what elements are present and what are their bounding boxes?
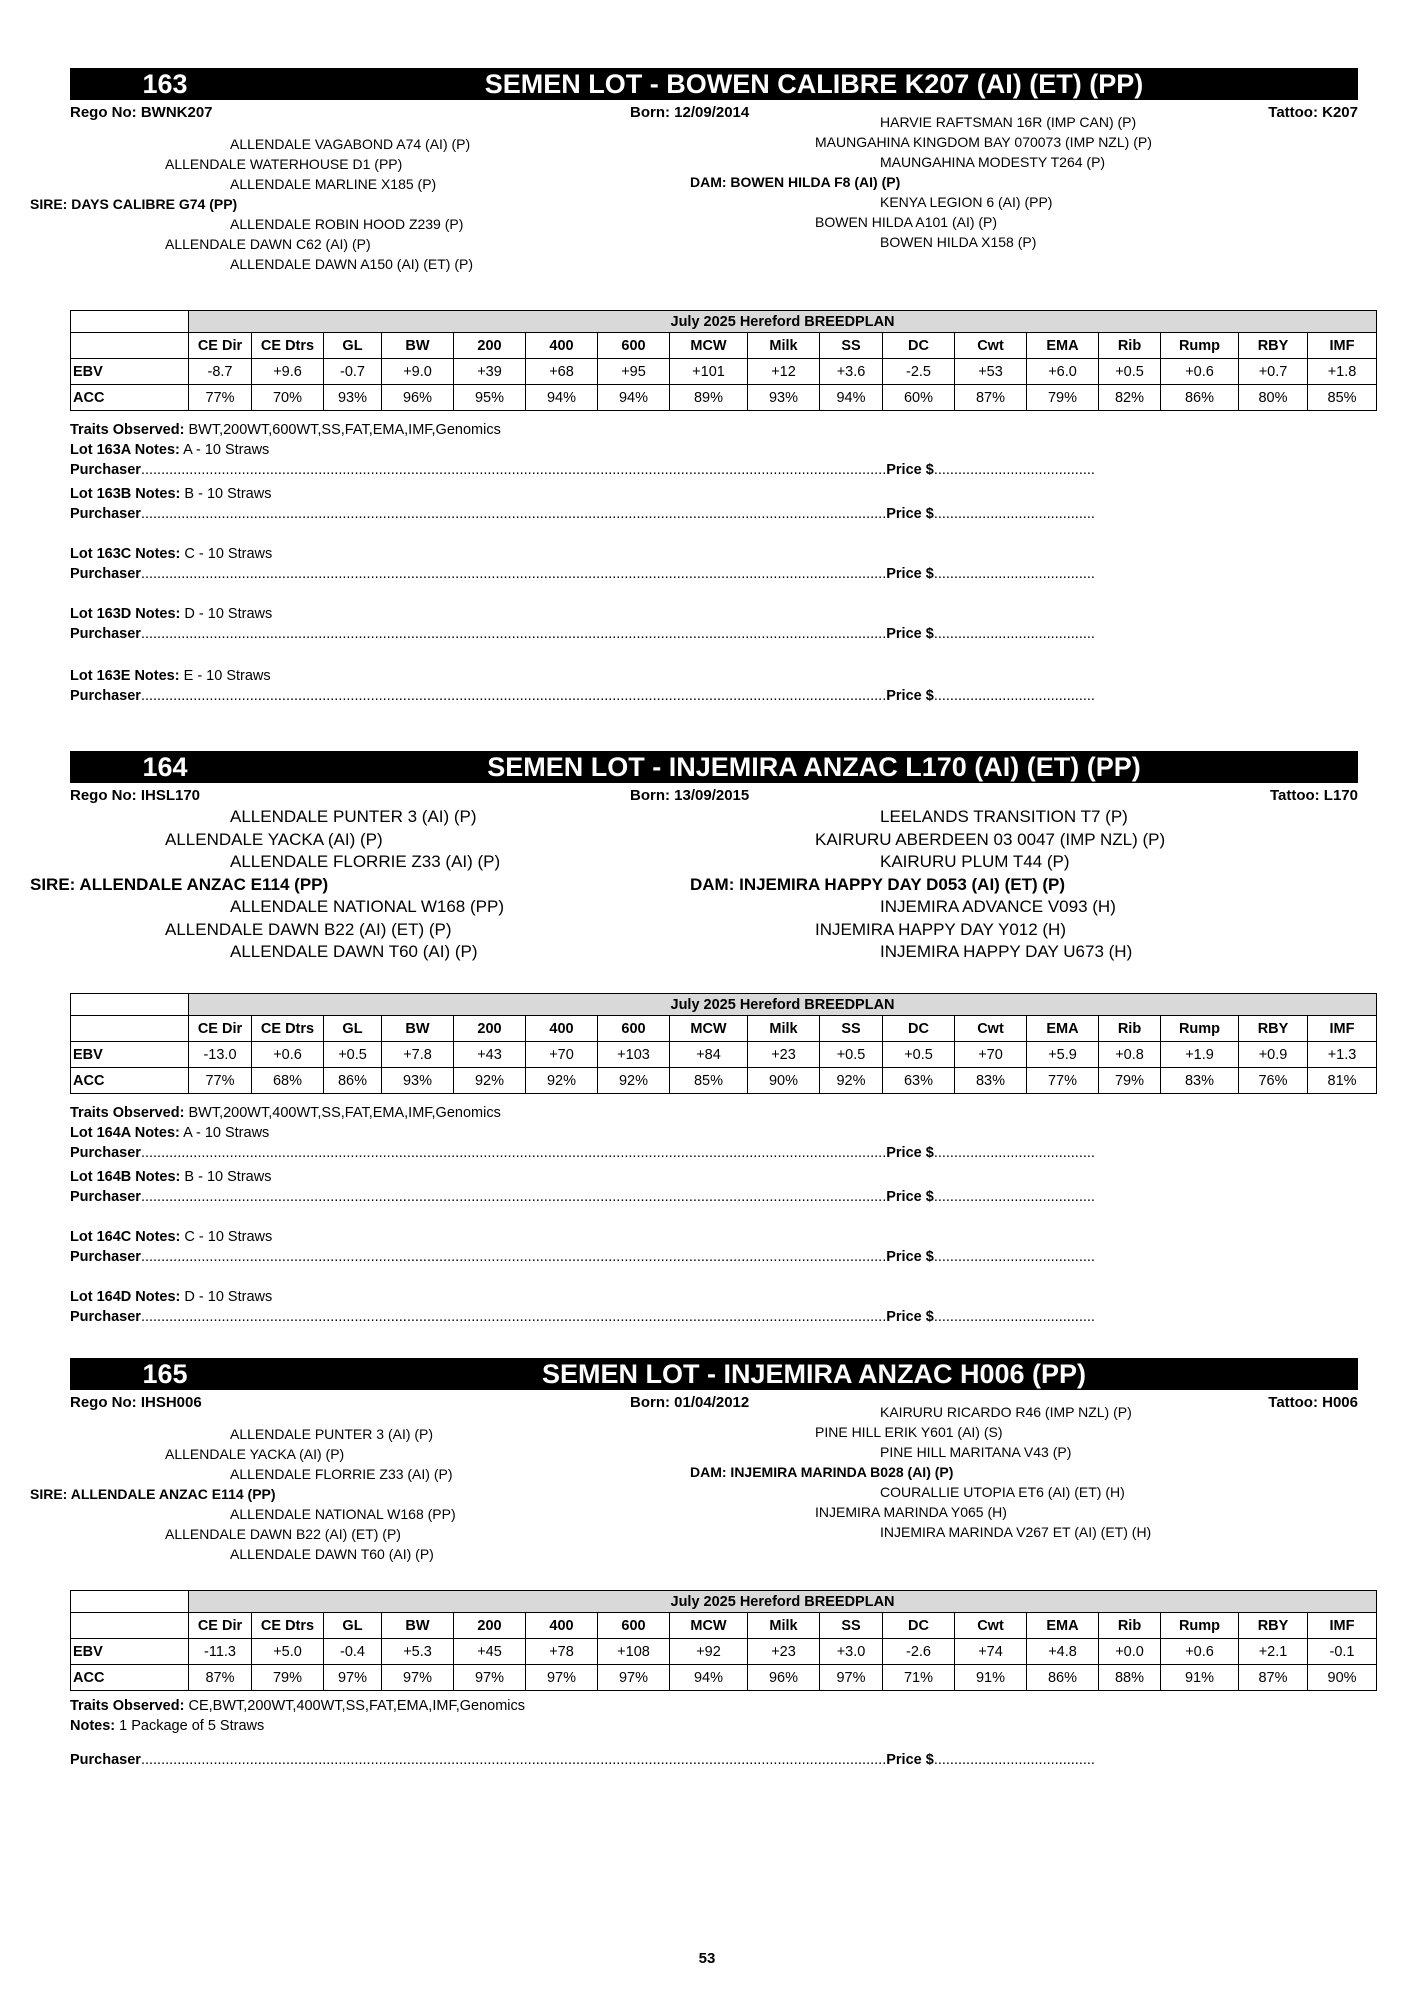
acc-value: 93%	[324, 385, 382, 411]
dam-ancestor: MAUNGAHINA KINGDOM BAY 070073 (IMP NZL) (P)	[815, 134, 1152, 150]
trait-header: SS	[820, 1613, 883, 1639]
purchaser-line[interactable]: Purchaser.........................................................................................................................................................................................Price $........................................	[70, 626, 1095, 642]
trait-header: Rib	[1099, 1016, 1161, 1042]
dam-ancestor: MAUNGAHINA MODESTY T264 (P)	[880, 154, 1106, 170]
acc-value: 86%	[1027, 1665, 1099, 1691]
dam-ancestor: INJEMIRA MARINDA V267 ET (AI) (ET) (H)	[880, 1524, 1152, 1540]
breedplan-table	[70, 310, 1377, 411]
ebv-label: EBV	[71, 1042, 189, 1068]
acc-value: 68%	[252, 1068, 324, 1094]
acc-value: 85%	[1308, 385, 1377, 411]
ebv-value: +0.6	[252, 1042, 324, 1068]
ebv-value: +12	[748, 359, 820, 385]
sire-ancestor: ALLENDALE MARLINE X185 (P)	[230, 176, 437, 192]
dam-ancestor: INJEMIRA ADVANCE V093 (H)	[880, 897, 1116, 916]
trait-header	[71, 333, 189, 359]
acc-value: 94%	[670, 1665, 748, 1691]
ebv-value: +68	[526, 359, 598, 385]
dam-name: DAM: INJEMIRA HAPPY DAY D053 (AI) (ET) (P)	[690, 874, 1065, 894]
pedigree	[30, 1404, 1358, 1580]
sire-ancestor: ALLENDALE NATIONAL W168 (PP)	[230, 1506, 456, 1522]
acc-value: 87%	[955, 385, 1027, 411]
ebv-value: -2.6	[883, 1639, 955, 1665]
ebv-value: -0.4	[324, 1639, 382, 1665]
ebv-value: +0.6	[1161, 359, 1239, 385]
acc-value: 94%	[526, 385, 598, 411]
dam-ancestor: KAIRURU PLUM T44 (P)	[880, 852, 1070, 871]
trait-header: Rump	[1161, 333, 1239, 359]
lot-number: 163	[142, 69, 188, 99]
ebv-value: +0.5	[324, 1042, 382, 1068]
trait-header: SS	[820, 1016, 883, 1042]
trait-header: EMA	[1027, 333, 1099, 359]
acc-value: 79%	[1099, 1068, 1161, 1094]
acc-value: 96%	[748, 1665, 820, 1691]
lot-header	[70, 68, 1358, 100]
dam-ancestor: COURALLIE UTOPIA ET6 (AI) (ET) (H)	[880, 1484, 1125, 1500]
acc-value: 63%	[883, 1068, 955, 1094]
acc-value: 77%	[189, 1068, 252, 1094]
acc-value: 97%	[820, 1665, 883, 1691]
purchaser-line[interactable]: Purchaser.........................................................................................................................................................................................Price $........................................	[70, 462, 1095, 478]
sire-ancestor: ALLENDALE ROBIN HOOD Z239 (P)	[230, 216, 464, 232]
ebv-label: EBV	[71, 1639, 189, 1665]
ebv-value: +5.9	[1027, 1042, 1099, 1068]
trait-header: MCW	[670, 1016, 748, 1042]
trait-header: Milk	[748, 333, 820, 359]
trait-header: MCW	[670, 333, 748, 359]
acc-value: 97%	[324, 1665, 382, 1691]
acc-label: ACC	[71, 1665, 189, 1691]
lot-163	[30, 68, 1358, 704]
trait-header: DC	[883, 1016, 955, 1042]
dam-ancestor: INJEMIRA HAPPY DAY Y012 (H)	[815, 919, 1066, 939]
acc-value: 77%	[189, 385, 252, 411]
trait-header: 200	[454, 333, 526, 359]
lot-title: SEMEN LOT - BOWEN CALIBRE K207 (AI) (ET) (PP)	[484, 69, 1144, 99]
traits-observed: Traits Observed: BWT,200WT,600WT,SS,FAT,EMA,IMF,Genomics	[70, 422, 501, 438]
trait-header: CE Dtrs	[252, 333, 324, 359]
ebv-value: +3.0	[820, 1639, 883, 1665]
traits-observed: Traits Observed: BWT,200WT,400WT,SS,FAT,EMA,IMF,Genomics	[70, 1105, 501, 1121]
breedplan-table	[70, 993, 1377, 1094]
ebv-value: -0.7	[324, 359, 382, 385]
trait-header: IMF	[1308, 1613, 1377, 1639]
ebv-value: +2.1	[1239, 1639, 1308, 1665]
lot-number: 165	[142, 1359, 188, 1389]
acc-value: 83%	[955, 1068, 1027, 1094]
dam-ancestor: HARVIE RAFTSMAN 16R (IMP CAN) (P)	[880, 114, 1137, 130]
rego-number: Rego No: IHSL170	[70, 787, 201, 804]
dam-ancestor: BOWEN HILDA A101 (AI) (P)	[815, 214, 998, 230]
dam-ancestor: INJEMIRA MARINDA Y065 (H)	[815, 1504, 1007, 1520]
dam-ancestor: PINE HILL MARITANA V43 (P)	[880, 1444, 1072, 1460]
ebv-value: +39	[454, 359, 526, 385]
ebv-value: +23	[748, 1639, 820, 1665]
sire-ancestor: ALLENDALE PUNTER 3 (AI) (P)	[230, 807, 477, 826]
tattoo: Tattoo: H006	[1268, 1394, 1358, 1411]
acc-value: 90%	[748, 1068, 820, 1094]
acc-value: 70%	[252, 385, 324, 411]
trait-header: IMF	[1308, 333, 1377, 359]
acc-value: 82%	[1099, 385, 1161, 411]
dam-ancestor: LEELANDS TRANSITION T7 (P)	[880, 807, 1128, 826]
acc-value: 87%	[189, 1665, 252, 1691]
ebv-value: +92	[670, 1639, 748, 1665]
trait-header: Rib	[1099, 1613, 1161, 1639]
lot-title: SEMEN LOT - INJEMIRA ANZAC H006 (PP)	[541, 1359, 1087, 1389]
lot-165	[30, 1358, 1358, 1768]
trait-header: GL	[324, 333, 382, 359]
trait-header: EMA	[1027, 1016, 1099, 1042]
born-date: Born: 01/04/2012	[630, 1394, 750, 1411]
rego-row	[70, 1390, 1358, 1412]
trait-header: RBY	[1239, 1016, 1308, 1042]
ebv-value: +0.5	[1099, 359, 1161, 385]
sublot-notes: Lot 164C Notes: C - 10 Straws	[70, 1229, 273, 1245]
sublot-notes: Lot 164B Notes: B - 10 Straws	[70, 1169, 272, 1185]
trait-header: Milk	[748, 1016, 820, 1042]
purchaser-line[interactable]: Purchaser.........................................................................................................................................................................................Price $........................................	[70, 688, 1095, 704]
trait-header: CE Dir	[189, 333, 252, 359]
acc-value: 93%	[748, 385, 820, 411]
acc-value: 71%	[883, 1665, 955, 1691]
lot-header	[70, 1358, 1358, 1390]
ebv-value: +78	[526, 1639, 598, 1665]
sire-name: SIRE: ALLENDALE ANZAC E114 (PP)	[30, 874, 329, 894]
trait-header: SS	[820, 333, 883, 359]
trait-header: 600	[598, 1016, 670, 1042]
trait-header: DC	[883, 1613, 955, 1639]
sire-ancestor: ALLENDALE FLORRIE Z33 (AI) (P)	[230, 1466, 453, 1482]
trait-header: CE Dir	[189, 1016, 252, 1042]
table-caption: July 2025 Hereford BREEDPLAN	[189, 1591, 1377, 1613]
acc-value: 91%	[955, 1665, 1027, 1691]
dam-ancestor: KAIRURU RICARDO R46 (IMP NZL) (P)	[880, 1404, 1132, 1420]
sire-ancestor: ALLENDALE DAWN T60 (AI) (P)	[230, 1546, 434, 1562]
sublot-notes: Lot 163B Notes: B - 10 Straws	[70, 486, 272, 502]
ebv-value: +0.0	[1099, 1639, 1161, 1665]
acc-value: 60%	[883, 385, 955, 411]
ebv-value: +1.9	[1161, 1042, 1239, 1068]
ebv-value: +5.3	[382, 1639, 454, 1665]
sire-name: SIRE: DAYS CALIBRE G74 (PP)	[30, 196, 238, 212]
acc-value: 89%	[670, 385, 748, 411]
sire-ancestor: ALLENDALE YACKA (AI) (P)	[165, 829, 383, 849]
purchaser-line[interactable]: Purchaser.........................................................................................................................................................................................Price $........................................	[70, 1309, 1095, 1325]
trait-header: RBY	[1239, 333, 1308, 359]
ebv-value: +6.0	[1027, 359, 1099, 385]
trait-header: GL	[324, 1613, 382, 1639]
ebv-value: -8.7	[189, 359, 252, 385]
trait-header: Rib	[1099, 333, 1161, 359]
ebv-value: +101	[670, 359, 748, 385]
sire-ancestor: ALLENDALE NATIONAL W168 (PP)	[230, 897, 504, 916]
ebv-value: -11.3	[189, 1639, 252, 1665]
sublot-notes: Lot 163D Notes: D - 10 Straws	[70, 606, 273, 622]
acc-label: ACC	[71, 385, 189, 411]
ebv-value: +108	[598, 1639, 670, 1665]
pedigree	[30, 805, 1358, 973]
ebv-value: +103	[598, 1042, 670, 1068]
trait-header: BW	[382, 1016, 454, 1042]
ebv-value: +70	[955, 1042, 1027, 1068]
trait-header: BW	[382, 333, 454, 359]
sublot-notes: Lot 164A Notes: A - 10 Straws	[70, 1125, 270, 1141]
dam-name: DAM: INJEMIRA MARINDA B028 (AI) (P)	[690, 1464, 954, 1480]
trait-header: Cwt	[955, 333, 1027, 359]
purchaser-line[interactable]: Purchaser.........................................................................................................................................................................................Price $........................................	[70, 1752, 1095, 1768]
ebv-value: +4.8	[1027, 1639, 1099, 1665]
acc-value: 79%	[1027, 385, 1099, 411]
ebv-value: +3.6	[820, 359, 883, 385]
ebv-value: +0.5	[820, 1042, 883, 1068]
acc-value: 97%	[598, 1665, 670, 1691]
page-number: 53	[698, 1950, 716, 1967]
tattoo: Tattoo: L170	[1269, 787, 1358, 804]
sublot-notes: Lot 164D Notes: D - 10 Straws	[70, 1289, 273, 1305]
ebv-value: -0.1	[1308, 1639, 1377, 1665]
acc-value: 86%	[324, 1068, 382, 1094]
purchaser-line[interactable]: Purchaser.........................................................................................................................................................................................Price $........................................	[70, 506, 1095, 522]
trait-header: 600	[598, 1613, 670, 1639]
trait-header: DC	[883, 333, 955, 359]
sire-ancestor: ALLENDALE FLORRIE Z33 (AI) (P)	[230, 852, 501, 871]
ebv-value: +95	[598, 359, 670, 385]
ebv-value: +23	[748, 1042, 820, 1068]
ebv-value: +43	[454, 1042, 526, 1068]
purchaser-line[interactable]: Purchaser.........................................................................................................................................................................................Price $........................................	[70, 566, 1095, 582]
acc-value: 95%	[454, 385, 526, 411]
ebv-value: +0.5	[883, 1042, 955, 1068]
acc-value: 76%	[1239, 1068, 1308, 1094]
lot-title: SEMEN LOT - INJEMIRA ANZAC L170 (AI) (ET) (PP)	[487, 752, 1141, 782]
lot-header	[70, 751, 1358, 783]
ebv-value: +1.8	[1308, 359, 1377, 385]
ebv-value: +0.7	[1239, 359, 1308, 385]
acc-value: 94%	[820, 385, 883, 411]
trait-header: 400	[526, 1613, 598, 1639]
acc-value: 86%	[1161, 385, 1239, 411]
dam-ancestor: KAIRURU ABERDEEN 03 0047 (IMP NZL) (P)	[815, 829, 1166, 849]
purchaser-line[interactable]: Purchaser.........................................................................................................................................................................................Price $........................................	[70, 1189, 1095, 1205]
trait-header: EMA	[1027, 1613, 1099, 1639]
trait-header: CE Dtrs	[252, 1613, 324, 1639]
sublot-notes: Lot 163E Notes: E - 10 Straws	[70, 668, 271, 684]
sire-ancestor: ALLENDALE DAWN T60 (AI) (P)	[230, 942, 478, 961]
dam-ancestor: INJEMIRA HAPPY DAY U673 (H)	[880, 942, 1133, 961]
acc-value: 80%	[1239, 385, 1308, 411]
born-date: Born: 13/09/2015	[630, 787, 750, 804]
sire-ancestor: ALLENDALE WATERHOUSE D1 (PP)	[165, 156, 403, 172]
table-caption: July 2025 Hereford BREEDPLAN	[189, 994, 1377, 1016]
sublot-notes: Lot 163C Notes: C - 10 Straws	[70, 546, 273, 562]
acc-value: 97%	[526, 1665, 598, 1691]
rego-number: Rego No: IHSH006	[70, 1394, 202, 1411]
sire-ancestor: ALLENDALE YACKA (AI) (P)	[165, 1446, 345, 1462]
sire-name: SIRE: ALLENDALE ANZAC E114 (PP)	[30, 1486, 276, 1502]
acc-value: 97%	[382, 1665, 454, 1691]
acc-value: 93%	[382, 1068, 454, 1094]
trait-header: Rump	[1161, 1016, 1239, 1042]
ebv-value: +70	[526, 1042, 598, 1068]
dam-ancestor: BOWEN HILDA X158 (P)	[880, 234, 1037, 250]
trait-header: Milk	[748, 1613, 820, 1639]
acc-value: 92%	[820, 1068, 883, 1094]
ebv-value: +53	[955, 359, 1027, 385]
trait-header: MCW	[670, 1613, 748, 1639]
acc-value: 90%	[1308, 1665, 1377, 1691]
trait-header: 400	[526, 333, 598, 359]
acc-value: 94%	[598, 385, 670, 411]
sire-ancestor: ALLENDALE DAWN B22 (AI) (ET) (P)	[165, 1526, 401, 1542]
purchaser-line[interactable]: Purchaser.........................................................................................................................................................................................Price $........................................	[70, 1249, 1095, 1265]
acc-value: 92%	[454, 1068, 526, 1094]
ebv-value: +9.6	[252, 359, 324, 385]
trait-header	[71, 1016, 189, 1042]
acc-value: 81%	[1308, 1068, 1377, 1094]
ebv-value: +45	[454, 1639, 526, 1665]
breedplan-table	[70, 1590, 1377, 1691]
ebv-value: +74	[955, 1639, 1027, 1665]
sire-ancestor: ALLENDALE DAWN B22 (AI) (ET) (P)	[165, 919, 452, 939]
dam-ancestor: PINE HILL ERIK Y601 (AI) (S)	[815, 1424, 1003, 1440]
sire-ancestor: ALLENDALE VAGABOND A74 (AI) (P)	[230, 136, 471, 152]
notes-line: Notes: 1 Package of 5 Straws	[70, 1718, 265, 1734]
trait-header: RBY	[1239, 1613, 1308, 1639]
ebv-value: +9.0	[382, 359, 454, 385]
ebv-value: +5.0	[252, 1639, 324, 1665]
acc-value: 96%	[382, 385, 454, 411]
trait-header: 200	[454, 1613, 526, 1639]
ebv-label: EBV	[71, 359, 189, 385]
acc-value: 85%	[670, 1068, 748, 1094]
ebv-value: +7.8	[382, 1042, 454, 1068]
trait-header: Cwt	[955, 1613, 1027, 1639]
acc-value: 77%	[1027, 1068, 1099, 1094]
dam-ancestor: KENYA LEGION 6 (AI) (PP)	[880, 194, 1053, 210]
rego-row	[70, 783, 1358, 805]
born-date: Born: 12/09/2014	[630, 104, 750, 121]
acc-value: 92%	[526, 1068, 598, 1094]
trait-header: GL	[324, 1016, 382, 1042]
ebv-value: +1.3	[1308, 1042, 1377, 1068]
lot-number: 164	[142, 752, 188, 782]
ebv-value: -13.0	[189, 1042, 252, 1068]
sire-ancestor: ALLENDALE DAWN C62 (AI) (P)	[165, 236, 371, 252]
pedigree	[30, 114, 1358, 290]
purchaser-line[interactable]: Purchaser.........................................................................................................................................................................................Price $........................................	[70, 1145, 1095, 1161]
acc-label: ACC	[71, 1068, 189, 1094]
trait-header: Rump	[1161, 1613, 1239, 1639]
traits-observed: Traits Observed: CE,BWT,200WT,400WT,SS,FAT,EMA,IMF,Genomics	[70, 1698, 525, 1714]
ebv-value: +0.8	[1099, 1042, 1161, 1068]
trait-header: 600	[598, 333, 670, 359]
rego-number: Rego No: BWNK207	[70, 104, 213, 121]
acc-value: 92%	[598, 1068, 670, 1094]
ebv-value: -2.5	[883, 359, 955, 385]
lot-164	[30, 751, 1358, 1325]
trait-header: Cwt	[955, 1016, 1027, 1042]
trait-header: 400	[526, 1016, 598, 1042]
ebv-value: +0.6	[1161, 1639, 1239, 1665]
ebv-value: +0.9	[1239, 1042, 1308, 1068]
trait-header: IMF	[1308, 1016, 1377, 1042]
sire-ancestor: ALLENDALE DAWN A150 (AI) (ET) (P)	[230, 256, 473, 272]
acc-value: 87%	[1239, 1665, 1308, 1691]
table-caption: July 2025 Hereford BREEDPLAN	[189, 311, 1377, 333]
trait-header: 200	[454, 1016, 526, 1042]
trait-header: BW	[382, 1613, 454, 1639]
ebv-value: +84	[670, 1042, 748, 1068]
rego-row	[70, 100, 1358, 122]
trait-header: CE Dtrs	[252, 1016, 324, 1042]
acc-value: 88%	[1099, 1665, 1161, 1691]
acc-value: 83%	[1161, 1068, 1239, 1094]
sire-ancestor: ALLENDALE PUNTER 3 (AI) (P)	[230, 1426, 434, 1442]
dam-name: DAM: BOWEN HILDA F8 (AI) (P)	[690, 174, 901, 190]
tattoo: Tattoo: K207	[1268, 104, 1358, 121]
sublot-notes: Lot 163A Notes: A - 10 Straws	[70, 442, 270, 458]
acc-value: 91%	[1161, 1665, 1239, 1691]
acc-value: 79%	[252, 1665, 324, 1691]
trait-header: CE Dir	[189, 1613, 252, 1639]
trait-header	[71, 1613, 189, 1639]
acc-value: 97%	[454, 1665, 526, 1691]
